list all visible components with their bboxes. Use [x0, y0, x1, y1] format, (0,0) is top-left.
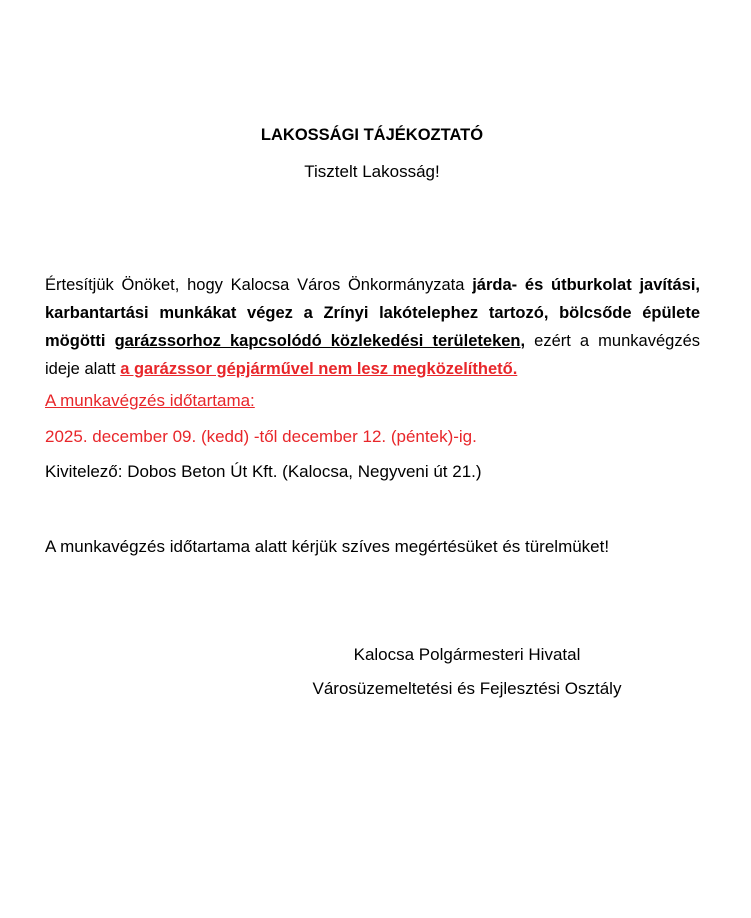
paragraph-works-description: járda- és útburkolat javítási, karbantartási munkákat végez a Zrínyi lakótelephez tartozó, bölcsőde épülete mögötti [45, 276, 700, 350]
notice-paragraph [45, 271, 700, 383]
notice-title: LAKOSSÁGI TÁJÉKOZTATÓ [260, 126, 484, 144]
signature-office: Kalocsa Polgármesteri Hivatal [353, 645, 581, 664]
paragraph-consequence-intro: ezért a munkavégzés ideje alatt [45, 332, 700, 378]
contractor-line: Kivitelező: Dobos Beton Út Kft. (Kalocsa, Negyveni út 21.) [45, 462, 482, 481]
duration-label: A munkavégzés időtartama: [45, 391, 255, 410]
salutation: Tisztelt Lakosság! [304, 162, 440, 181]
signature-department: Városüzemeltetési és Fejlesztési Osztály [312, 679, 622, 698]
paragraph-intro: Értesítjük Önöket, hogy Kalocsa Város Önkormányzata [45, 276, 473, 294]
duration-value: 2025. december 09. (kedd) -től december 12. (péntek)-ig. [45, 427, 477, 446]
paragraph-access-warning: a garázssor gépjárművel nem lesz megközelíthető. [120, 360, 518, 378]
closing-line: A munkavégzés időtartama alatt kérjük szíves megértésüket és türelmüket! [45, 537, 610, 556]
paragraph-comma: , [520, 332, 526, 350]
paragraph-affected-area: garázssorhoz kapcsolódó közlekedési területeken [114, 332, 521, 350]
